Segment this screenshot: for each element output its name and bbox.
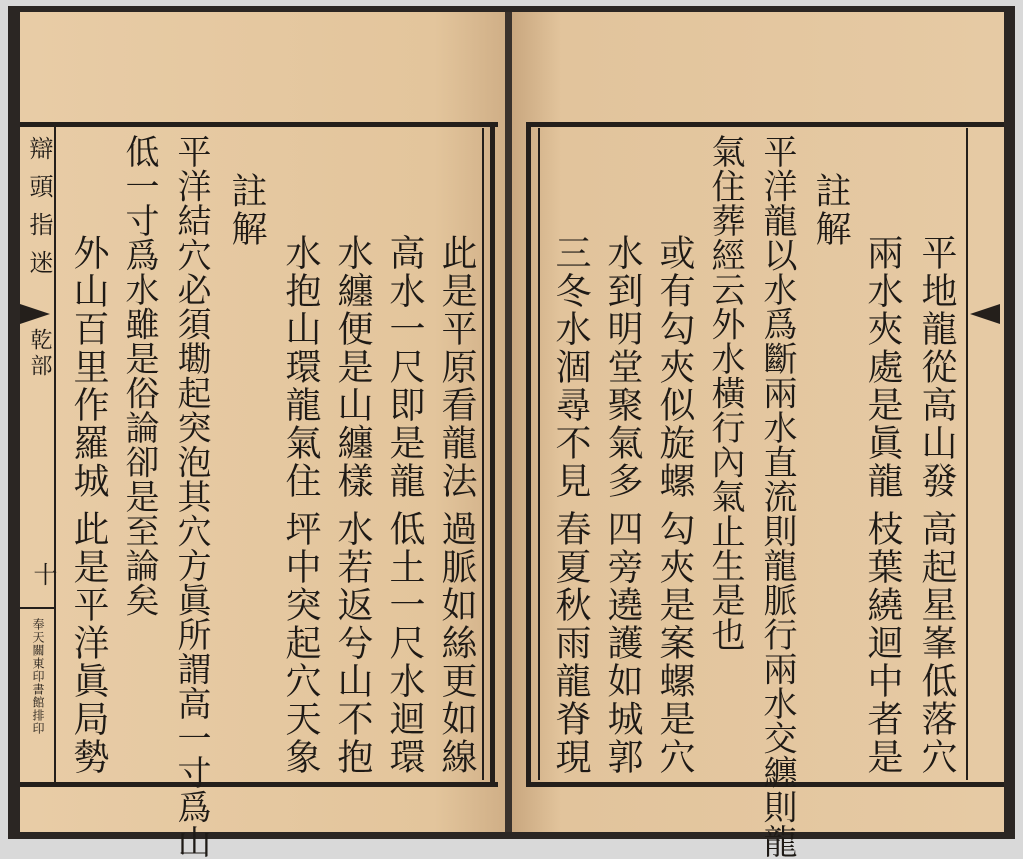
text-column: 水到明堂聚氣多 bbox=[602, 234, 643, 500]
annotation-column: 低一寸爲水雖是俗論卻是至論矣 bbox=[119, 134, 159, 617]
text-column: 平地龍從高山發 bbox=[916, 234, 957, 500]
text-column: 或有勾夾似旋螺 bbox=[654, 234, 695, 500]
left-page-top-border bbox=[20, 122, 498, 127]
fish-tail-mark bbox=[970, 304, 1000, 324]
text-column: 勾夾是案螺是穴 bbox=[654, 510, 695, 776]
margin-divider bbox=[20, 607, 54, 609]
text-column: 低土一尺水迴環 bbox=[384, 510, 425, 776]
text-column: 三冬水涸尋不見 bbox=[550, 234, 591, 500]
text-column: 過脈如絲更如線 bbox=[436, 510, 477, 776]
annotation-heading: 註解 bbox=[226, 172, 267, 248]
text-column: 枝葉繞迴中者是 bbox=[862, 510, 903, 776]
right-page-outer-border bbox=[526, 122, 531, 787]
left-page bbox=[20, 12, 508, 859]
page-number: 十 bbox=[29, 562, 57, 586]
left-page-outer-border bbox=[490, 122, 495, 787]
fish-tail-mark bbox=[20, 304, 50, 324]
annotation-column: 平洋龍以水爲斷兩水直流則龍脈行兩水交纏則龍 bbox=[757, 134, 797, 859]
annotation-heading: 註解 bbox=[810, 172, 851, 248]
publisher-imprint: 奉天關東印書館排印 bbox=[31, 618, 45, 735]
text-column: 水若返兮山不抱 bbox=[332, 510, 373, 776]
text-column: 四旁遶護如城郭 bbox=[602, 510, 643, 776]
text-column: 高起星峯低落穴 bbox=[916, 510, 957, 776]
right-margin-rule bbox=[966, 128, 968, 780]
text-column: 水纏便是山纏樣 bbox=[332, 234, 373, 500]
book-title: 辯頭指迷 bbox=[25, 136, 53, 288]
text-column: 坪中突起穴天象 bbox=[280, 510, 321, 776]
section-name: 乾部 bbox=[27, 328, 52, 380]
annotation-column: 氣住葬經云外水橫行內氣止生是也 bbox=[705, 134, 745, 652]
right-page-inner-border bbox=[538, 128, 540, 780]
text-column: 此是平原看龍法 bbox=[436, 234, 477, 500]
text-column: 兩水夾處是眞龍 bbox=[862, 234, 903, 500]
right-page bbox=[512, 12, 1004, 859]
left-page-bottom-border bbox=[20, 782, 498, 787]
annotation-column: 平洋結穴必須墈起突泡其穴方眞所謂高一寸爲山 bbox=[171, 134, 211, 859]
text-column: 水抱山環龍氣住 bbox=[280, 234, 321, 500]
left-page-inner-border bbox=[482, 128, 484, 780]
text-column: 此是平洋眞局勢 bbox=[68, 510, 109, 776]
text-column: 外山百里作羅城 bbox=[68, 234, 109, 500]
text-column: 高水一尺即是龍 bbox=[384, 234, 425, 500]
right-page-top-border bbox=[526, 122, 1004, 127]
text-column: 春夏秋雨龍脊現 bbox=[550, 510, 591, 776]
